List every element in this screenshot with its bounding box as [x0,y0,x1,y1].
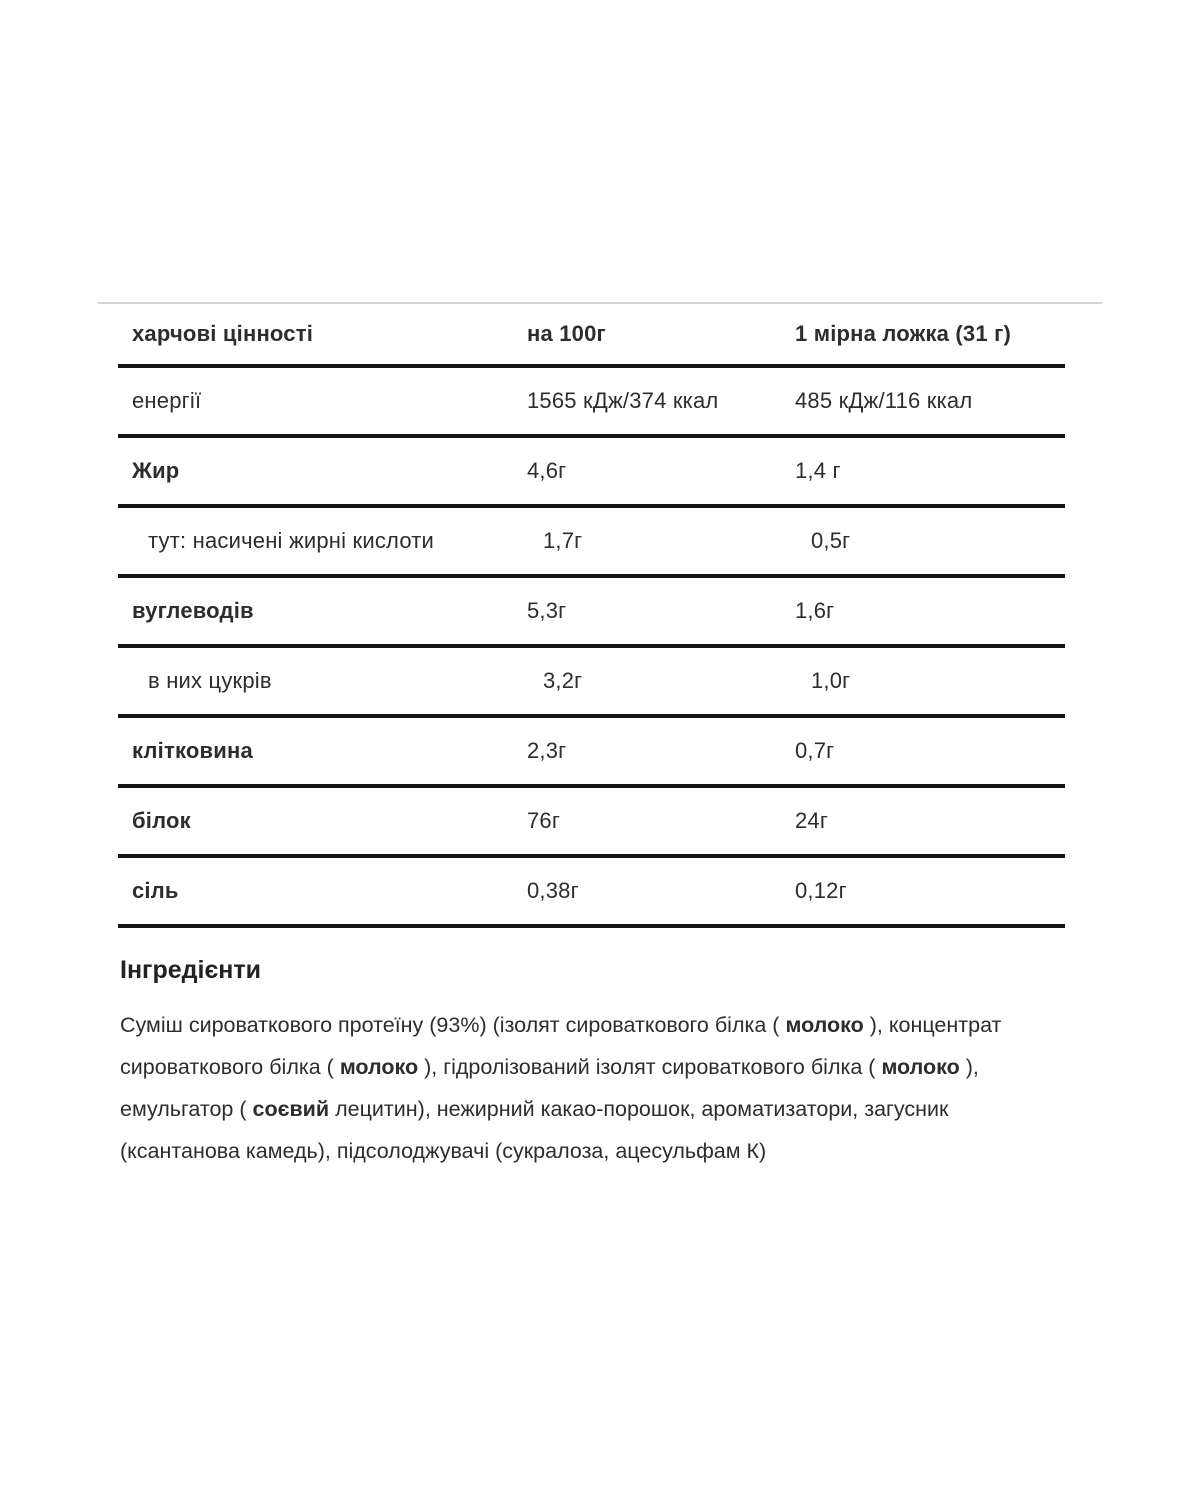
row-per100-value: 4,6г [527,458,567,483]
row-scoop-value: 0,7г [795,738,835,763]
ingredients-segment: Суміш сироваткового протеїну (93%) (ізолят сироваткового білка ( [120,1013,786,1037]
header-per100-column: на 100г [527,321,606,346]
row-scoop-value: 24г [795,808,829,833]
row-label: клітковина [132,738,253,763]
allergen-milk-1: молоко [785,1013,864,1037]
row-per100-value: 2,3г [527,738,567,763]
row-label: в них цукрів [148,668,272,693]
table-row-protein [118,788,1065,858]
ingredients-segment: ), гідролізований ізолят сироваткового білка ( [418,1055,882,1079]
row-label: енергії [132,388,202,413]
row-per100-value: 1,7г [543,528,583,553]
row-scoop-value: 1,4 г [795,458,841,483]
table-row-salt [118,858,1065,928]
table-header-row [118,304,1065,368]
ingredients-heading: Інгредієнти [120,956,261,984]
row-label: тут: насичені жирні кислоти [148,528,435,553]
allergen-milk-2: молоко [339,1055,419,1079]
header-scoop-column: 1 мірна ложка (31 г) [795,321,1011,346]
nutrition-table [98,302,1102,928]
ingredients-segment: ), концентрат сироваткового білка ( [120,1013,1002,1079]
table-row-saturated-fat [118,508,1065,578]
row-scoop-value: 0,12г [795,878,847,903]
table-row-energy [118,368,1065,438]
row-per100-value: 76г [527,808,561,833]
row-per100-value: 3,2г [543,668,583,693]
row-label: вуглеводів [132,598,254,623]
row-per100-value: 0,38г [527,878,579,903]
row-label: сіль [132,878,179,903]
ingredients-segment: лецитин), нежирний какао-порошок, ароматизатори, загусник (ксантанова камедь), підсолоджувачі (сукралоза, ацесульфам К) [120,1097,949,1163]
row-label: Жир [132,458,180,483]
ingredients-paragraph [120,1004,1020,1172]
row-scoop-value: 485 кДж/116 ккал [795,388,973,413]
table-row-sugars [118,648,1065,718]
nutrition-table-rows [118,304,1065,928]
row-scoop-value: 0,5г [811,528,851,553]
row-scoop-value: 1,6г [795,598,835,623]
table-row-fiber [118,718,1065,788]
ingredients-segment: ), емульгатор ( [120,1055,979,1121]
row-label: білок [132,808,191,833]
row-per100-value: 1565 кДж/374 ккал [527,388,719,413]
header-nutrient-column: харчові цінності [132,321,314,346]
allergen-soy: соєвий [252,1097,330,1121]
row-scoop-value: 1,0г [811,668,851,693]
allergen-milk-3: молоко [881,1055,960,1079]
row-per100-value: 5,3г [527,598,567,623]
table-row-carbohydrates [118,578,1065,648]
table-row-fat [118,438,1065,508]
